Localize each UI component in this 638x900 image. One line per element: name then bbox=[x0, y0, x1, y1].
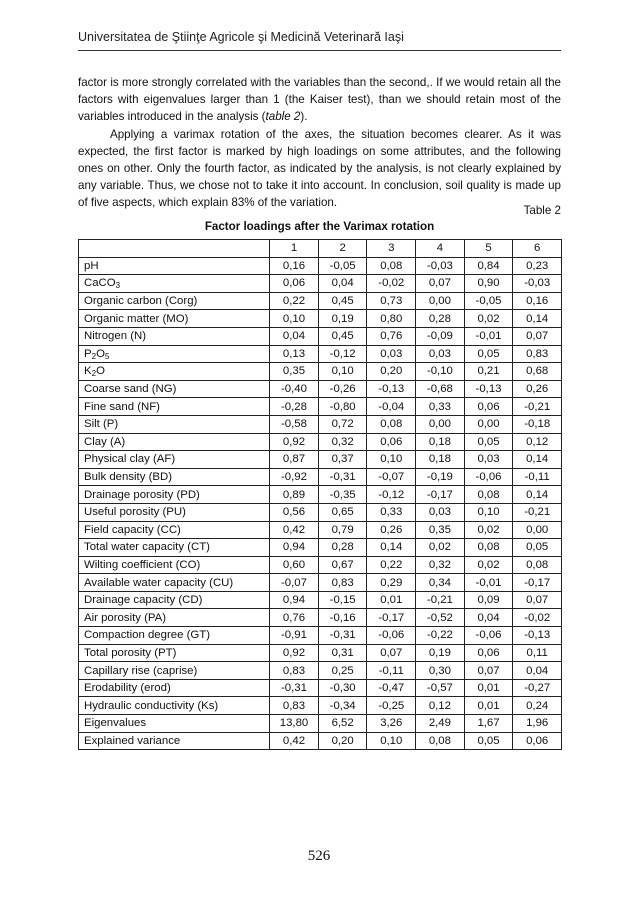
row-label bbox=[79, 591, 270, 609]
row-label bbox=[79, 679, 270, 697]
row-label-text: Total water capacity (CT) bbox=[84, 541, 210, 554]
loading-value: 0,13 bbox=[270, 345, 319, 363]
page-number: 526 bbox=[307, 848, 331, 864]
loading-value: 0,00 bbox=[513, 521, 562, 539]
row-label-text: K bbox=[84, 365, 92, 378]
loading-value: 0,08 bbox=[416, 732, 465, 750]
loading-value: -0,11 bbox=[367, 662, 416, 680]
loading-value: -0,06 bbox=[367, 627, 416, 645]
row-label-text: Clay (A) bbox=[84, 435, 126, 448]
row-label-text: Physical clay (AF) bbox=[84, 453, 176, 466]
loading-value: 0,24 bbox=[513, 697, 562, 715]
table-reference: table 2 bbox=[265, 110, 301, 124]
loading-value: 0,21 bbox=[464, 363, 513, 381]
table-label: Table 2 bbox=[523, 204, 561, 217]
row-label bbox=[79, 398, 270, 416]
row-label bbox=[79, 732, 270, 750]
row-label bbox=[79, 574, 270, 592]
row-label bbox=[79, 697, 270, 715]
loading-value: -0,12 bbox=[367, 486, 416, 504]
loading-value: 0,94 bbox=[270, 539, 319, 557]
loading-value: -0,21 bbox=[513, 398, 562, 416]
loading-value: 0,20 bbox=[367, 363, 416, 381]
table-row bbox=[79, 697, 562, 715]
loading-value: -0,31 bbox=[318, 627, 367, 645]
row-label-text: Compaction degree (GT) bbox=[84, 629, 210, 642]
row-label bbox=[79, 275, 270, 293]
loading-value: 0,80 bbox=[367, 310, 416, 328]
loading-value: -0,13 bbox=[464, 380, 513, 398]
row-label bbox=[79, 627, 270, 645]
loading-value: -0,91 bbox=[270, 627, 319, 645]
subscript: 3 bbox=[115, 281, 121, 291]
header-cell-factor: 4 bbox=[416, 240, 465, 258]
loading-value: 0,06 bbox=[270, 275, 319, 293]
loading-value: 0,08 bbox=[513, 556, 562, 574]
loading-value: 0,01 bbox=[367, 591, 416, 609]
table-row bbox=[79, 275, 562, 293]
row-label-text: Drainage capacity (CD) bbox=[84, 594, 203, 607]
row-label-text: Organic matter (MO) bbox=[84, 312, 189, 325]
loading-value: 0,76 bbox=[270, 609, 319, 627]
loading-value: -0,25 bbox=[367, 697, 416, 715]
loading-value: 0,12 bbox=[416, 697, 465, 715]
table-row bbox=[79, 715, 562, 733]
loading-value: 0,07 bbox=[464, 662, 513, 680]
running-header: Universitatea de Ştiinţe Agricole şi Medicină Veterinară Iaşi bbox=[78, 30, 404, 44]
loading-value: 0,68 bbox=[513, 363, 562, 381]
loading-value: 0,16 bbox=[270, 257, 319, 275]
table-row bbox=[79, 292, 562, 310]
loading-value: 0,10 bbox=[270, 310, 319, 328]
loading-value: 0,04 bbox=[513, 662, 562, 680]
table-row bbox=[79, 609, 562, 627]
loading-value: 0,42 bbox=[270, 521, 319, 539]
table-row bbox=[79, 468, 562, 486]
header-cell-empty bbox=[79, 240, 270, 258]
loading-value: 0,26 bbox=[367, 521, 416, 539]
loading-value: -0,68 bbox=[416, 380, 465, 398]
row-label-text: Organic carbon (Corg) bbox=[84, 295, 198, 308]
loading-value: -0,40 bbox=[270, 380, 319, 398]
body-text bbox=[78, 74, 561, 212]
loading-value: 0,28 bbox=[318, 539, 367, 557]
row-label bbox=[79, 327, 270, 345]
loading-value: 0,73 bbox=[367, 292, 416, 310]
subscript: 5 bbox=[104, 351, 110, 361]
row-label-text: Coarse sand (NG) bbox=[84, 383, 177, 396]
table-row bbox=[79, 644, 562, 662]
loading-value: 0,79 bbox=[318, 521, 367, 539]
loading-value: 0,10 bbox=[367, 732, 416, 750]
loading-value: 0,35 bbox=[416, 521, 465, 539]
loading-value: -0,58 bbox=[270, 415, 319, 433]
row-label bbox=[79, 257, 270, 275]
loading-value: 0,02 bbox=[464, 556, 513, 574]
subscript: 2 bbox=[91, 351, 97, 361]
table-row bbox=[79, 503, 562, 521]
table-row bbox=[79, 679, 562, 697]
loading-value: -0,15 bbox=[318, 591, 367, 609]
table-row bbox=[79, 556, 562, 574]
loading-value: 0,14 bbox=[513, 310, 562, 328]
table-row bbox=[79, 310, 562, 328]
loading-value: -0,04 bbox=[367, 398, 416, 416]
loading-value: 0,08 bbox=[464, 486, 513, 504]
loading-value: 0,89 bbox=[270, 486, 319, 504]
row-label bbox=[79, 644, 270, 662]
loading-value: -0,31 bbox=[318, 468, 367, 486]
loading-value: -0,02 bbox=[513, 609, 562, 627]
loading-value: 0,18 bbox=[416, 451, 465, 469]
table-row bbox=[79, 662, 562, 680]
loading-value: -0,09 bbox=[416, 327, 465, 345]
row-label bbox=[79, 468, 270, 486]
loading-value: 0,11 bbox=[513, 644, 562, 662]
loading-value: -0,17 bbox=[513, 574, 562, 592]
loading-value: 0,28 bbox=[416, 310, 465, 328]
loading-value: 0,25 bbox=[318, 662, 367, 680]
paragraph-1 bbox=[78, 74, 561, 126]
loading-value: 0,92 bbox=[270, 644, 319, 662]
row-label bbox=[79, 292, 270, 310]
row-label bbox=[79, 662, 270, 680]
loading-value: -0,21 bbox=[416, 591, 465, 609]
loading-value: 0,06 bbox=[464, 398, 513, 416]
loading-value: -0,21 bbox=[513, 503, 562, 521]
header-cell-factor: 3 bbox=[367, 240, 416, 258]
loading-value: 0,26 bbox=[513, 380, 562, 398]
loading-value: 0,09 bbox=[464, 591, 513, 609]
loading-value: 0,03 bbox=[367, 345, 416, 363]
loading-value: -0,11 bbox=[513, 468, 562, 486]
loading-value: 0,00 bbox=[464, 415, 513, 433]
loading-value: 0,02 bbox=[416, 539, 465, 557]
loading-value: -0,06 bbox=[464, 627, 513, 645]
loading-value: 0,04 bbox=[318, 275, 367, 293]
loading-value: -0,28 bbox=[270, 398, 319, 416]
header-cell-factor: 6 bbox=[513, 240, 562, 258]
factor-loadings-table bbox=[78, 239, 562, 750]
row-label-text: pH bbox=[84, 259, 99, 272]
row-label bbox=[79, 556, 270, 574]
loading-value: -0,92 bbox=[270, 468, 319, 486]
loading-value: 0,22 bbox=[270, 292, 319, 310]
loading-value: -0,01 bbox=[464, 574, 513, 592]
loading-value: -0,35 bbox=[318, 486, 367, 504]
loading-value: 0,14 bbox=[367, 539, 416, 557]
table-row bbox=[79, 521, 562, 539]
table-row bbox=[79, 415, 562, 433]
loading-value: -0,01 bbox=[464, 327, 513, 345]
loading-value: 0,05 bbox=[464, 433, 513, 451]
loading-value: -0,80 bbox=[318, 398, 367, 416]
table-row bbox=[79, 486, 562, 504]
loading-value: 0,31 bbox=[318, 644, 367, 662]
table-caption: Factor loadings after the Varimax rotation bbox=[204, 220, 435, 233]
loading-value: 0,07 bbox=[416, 275, 465, 293]
loading-value: -0,57 bbox=[416, 679, 465, 697]
loading-value: 0,02 bbox=[464, 521, 513, 539]
loading-value: 2,49 bbox=[416, 715, 465, 733]
loading-value: 0,05 bbox=[464, 732, 513, 750]
loading-value: 0,84 bbox=[464, 257, 513, 275]
table-body bbox=[79, 257, 562, 750]
row-label bbox=[79, 486, 270, 504]
loading-value: -0,02 bbox=[367, 275, 416, 293]
loading-value: 0,90 bbox=[464, 275, 513, 293]
row-label bbox=[79, 415, 270, 433]
loading-value: 0,22 bbox=[367, 556, 416, 574]
row-label-text: CaCO bbox=[84, 277, 116, 290]
row-label-text: Field capacity (CC) bbox=[84, 523, 181, 536]
loading-value: -0,17 bbox=[416, 486, 465, 504]
loading-value: -0,05 bbox=[318, 257, 367, 275]
loading-value: 0,94 bbox=[270, 591, 319, 609]
row-label-text: P bbox=[84, 347, 92, 360]
row-label-text: Bulk density (BD) bbox=[84, 471, 172, 484]
table-row bbox=[79, 591, 562, 609]
row-label-text: Wilting coefficient (CO) bbox=[84, 558, 201, 571]
loading-value: 0,03 bbox=[416, 345, 465, 363]
loading-value: 0,83 bbox=[513, 345, 562, 363]
loading-value: 0,03 bbox=[464, 451, 513, 469]
paragraph-1-end: ). bbox=[300, 110, 308, 124]
loading-value: 0,19 bbox=[318, 310, 367, 328]
loading-value: -0,03 bbox=[513, 275, 562, 293]
loading-value: -0,05 bbox=[464, 292, 513, 310]
row-label-text: Hydraulic conductivity (Ks) bbox=[84, 699, 219, 712]
loading-value: -0,07 bbox=[367, 468, 416, 486]
row-label bbox=[79, 503, 270, 521]
loading-value: -0,12 bbox=[318, 345, 367, 363]
loading-value: 0,10 bbox=[464, 503, 513, 521]
loading-value: 0,35 bbox=[270, 363, 319, 381]
row-label bbox=[79, 310, 270, 328]
table-row bbox=[79, 627, 562, 645]
loading-value: -0,16 bbox=[318, 609, 367, 627]
loading-value: 0,83 bbox=[318, 574, 367, 592]
row-label bbox=[79, 715, 270, 733]
loading-value: 0,14 bbox=[513, 486, 562, 504]
table-row bbox=[79, 398, 562, 416]
loading-value: 0,72 bbox=[318, 415, 367, 433]
loading-value: 0,02 bbox=[464, 310, 513, 328]
loading-value: 0,07 bbox=[513, 327, 562, 345]
row-label-text: O bbox=[96, 365, 105, 378]
loading-value: -0,22 bbox=[416, 627, 465, 645]
row-label-text: Useful porosity (PU) bbox=[84, 506, 186, 519]
loading-value: 0,87 bbox=[270, 451, 319, 469]
loading-value: 0,00 bbox=[416, 415, 465, 433]
loading-value: 0,08 bbox=[367, 257, 416, 275]
loading-value: 0,06 bbox=[513, 732, 562, 750]
loading-value: 0,07 bbox=[513, 591, 562, 609]
loading-value: 0,76 bbox=[367, 327, 416, 345]
table-row bbox=[79, 345, 562, 363]
row-label-text: Available water capacity (CU) bbox=[84, 576, 234, 589]
row-label-text: Silt (P) bbox=[84, 418, 119, 431]
loading-value: 0,07 bbox=[367, 644, 416, 662]
header-cell-factor: 5 bbox=[464, 240, 513, 258]
table-row bbox=[79, 257, 562, 275]
loading-value: -0,26 bbox=[318, 380, 367, 398]
paragraph-1-text: factor is more strongly correlated with the variables than the second,. If we would retain all the factors with eigenvalues larger than 1 (the Kaiser test), than we should retain most of the variables introduced in the analysis ( bbox=[78, 76, 561, 124]
loading-value: 0,04 bbox=[270, 327, 319, 345]
loading-value: 0,33 bbox=[367, 503, 416, 521]
loading-value: 0,19 bbox=[416, 644, 465, 662]
loading-value: 0,92 bbox=[270, 433, 319, 451]
header-rule bbox=[78, 50, 561, 51]
loading-value: 0,14 bbox=[513, 451, 562, 469]
row-label bbox=[79, 433, 270, 451]
loading-value: 0,83 bbox=[270, 697, 319, 715]
row-label-text: Explained variance bbox=[84, 734, 181, 747]
loading-value: 3,26 bbox=[367, 715, 416, 733]
row-label-text: O bbox=[96, 347, 105, 360]
loading-value: -0,03 bbox=[416, 257, 465, 275]
loading-value: 0,16 bbox=[513, 292, 562, 310]
loading-value: -0,17 bbox=[367, 609, 416, 627]
loading-value: 0,01 bbox=[464, 679, 513, 697]
table-row bbox=[79, 363, 562, 381]
table-row bbox=[79, 539, 562, 557]
loading-value: 0,01 bbox=[464, 697, 513, 715]
loading-value: 6,52 bbox=[318, 715, 367, 733]
row-label bbox=[79, 539, 270, 557]
loading-value: -0,27 bbox=[513, 679, 562, 697]
table-row bbox=[79, 380, 562, 398]
loading-value: 0,03 bbox=[416, 503, 465, 521]
row-label-text: Total porosity (PT) bbox=[84, 646, 177, 659]
table-row bbox=[79, 327, 562, 345]
loading-value: 0,45 bbox=[318, 292, 367, 310]
loading-value: 0,08 bbox=[367, 415, 416, 433]
table-row bbox=[79, 732, 562, 750]
loading-value: -0,52 bbox=[416, 609, 465, 627]
loading-value: 0,45 bbox=[318, 327, 367, 345]
loading-value: 0,04 bbox=[464, 609, 513, 627]
row-label bbox=[79, 521, 270, 539]
loading-value: -0,13 bbox=[367, 380, 416, 398]
loading-value: 0,30 bbox=[416, 662, 465, 680]
row-label-text: Drainage porosity (PD) bbox=[84, 488, 200, 501]
loading-value: 0,67 bbox=[318, 556, 367, 574]
loading-value: -0,10 bbox=[416, 363, 465, 381]
loading-value: 1,96 bbox=[513, 715, 562, 733]
loading-value: -0,13 bbox=[513, 627, 562, 645]
loading-value: 0,23 bbox=[513, 257, 562, 275]
loading-value: 0,32 bbox=[318, 433, 367, 451]
paragraph-2: Applying a varimax rotation of the axes, the situation becomes clearer. As it was expected, the first factor is marked by high loadings on some attributes, and the following ones on other. Only the fourth factor, as indicated by the analysis, is not clearly explained by any variable. Thus, we chose not to take it into account. In conclusion, soil quality is made up of five aspects, which explain 83% of the variation. bbox=[78, 127, 561, 210]
row-label-text: Nitrogen (N) bbox=[84, 330, 147, 343]
row-label-text: Eigenvalues bbox=[84, 717, 147, 730]
loading-value: 0,18 bbox=[416, 433, 465, 451]
loading-value: 0,00 bbox=[416, 292, 465, 310]
loading-value: 0,42 bbox=[270, 732, 319, 750]
loading-value: 0,12 bbox=[513, 433, 562, 451]
row-label bbox=[79, 380, 270, 398]
row-label bbox=[79, 363, 270, 381]
loading-value: -0,18 bbox=[513, 415, 562, 433]
loading-value: -0,31 bbox=[270, 679, 319, 697]
loading-value: 1,67 bbox=[464, 715, 513, 733]
subscript: 2 bbox=[91, 369, 97, 379]
loading-value: 0,05 bbox=[464, 345, 513, 363]
loading-value: -0,19 bbox=[416, 468, 465, 486]
loading-value: -0,07 bbox=[270, 574, 319, 592]
loading-value: -0,06 bbox=[464, 468, 513, 486]
row-label-text: Capillary rise (caprise) bbox=[84, 664, 198, 677]
loading-value: 0,32 bbox=[416, 556, 465, 574]
loading-value: 0,33 bbox=[416, 398, 465, 416]
loading-value: 0,10 bbox=[318, 363, 367, 381]
header-cell-factor: 2 bbox=[318, 240, 367, 258]
row-label-text: Erodability (erod) bbox=[84, 682, 171, 695]
table-row bbox=[79, 451, 562, 469]
table-row bbox=[79, 433, 562, 451]
loading-value: 0,10 bbox=[367, 451, 416, 469]
loading-value: -0,34 bbox=[318, 697, 367, 715]
loading-value: 0,05 bbox=[513, 539, 562, 557]
row-label bbox=[79, 345, 270, 363]
loading-value: 0,60 bbox=[270, 556, 319, 574]
table-header-row bbox=[79, 240, 562, 258]
loading-value: 13,80 bbox=[270, 715, 319, 733]
loading-value: 0,08 bbox=[464, 539, 513, 557]
loading-value: 0,65 bbox=[318, 503, 367, 521]
loading-value: 0,34 bbox=[416, 574, 465, 592]
loading-value: 0,29 bbox=[367, 574, 416, 592]
loading-value: 0,20 bbox=[318, 732, 367, 750]
loading-value: 0,83 bbox=[270, 662, 319, 680]
loading-value: 0,06 bbox=[464, 644, 513, 662]
row-label bbox=[79, 451, 270, 469]
loading-value: 0,56 bbox=[270, 503, 319, 521]
row-label-text: Air porosity (PA) bbox=[84, 611, 167, 624]
loading-value: -0,47 bbox=[367, 679, 416, 697]
loading-value: 0,37 bbox=[318, 451, 367, 469]
header-cell-factor: 1 bbox=[270, 240, 319, 258]
loading-value: -0,30 bbox=[318, 679, 367, 697]
row-label bbox=[79, 609, 270, 627]
row-label-text: Fine sand (NF) bbox=[84, 400, 160, 413]
loading-value: 0,06 bbox=[367, 433, 416, 451]
table-row bbox=[79, 574, 562, 592]
